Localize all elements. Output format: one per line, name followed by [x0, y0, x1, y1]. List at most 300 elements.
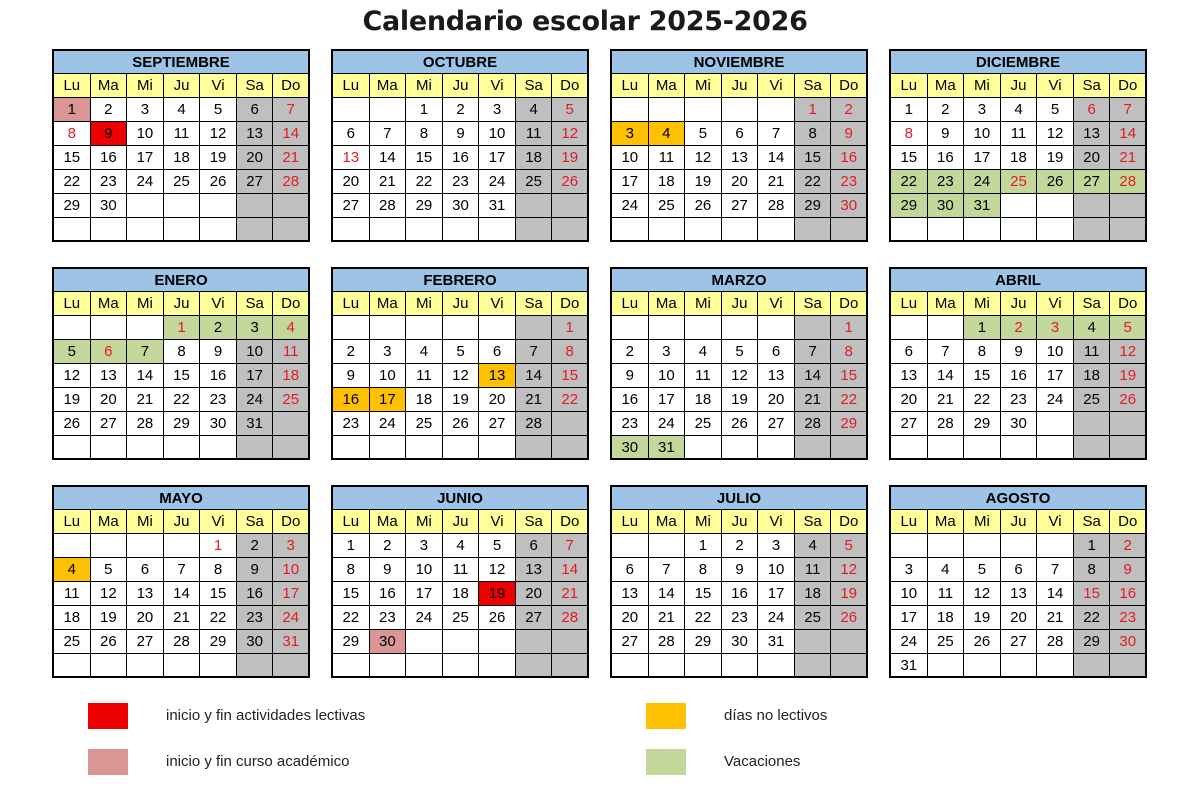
empty-cell	[722, 98, 759, 122]
day-cell: 23	[722, 606, 759, 630]
day-cell: 23	[200, 388, 237, 412]
day-cell: 7	[1110, 98, 1147, 122]
empty-cell	[685, 316, 722, 340]
empty-cell	[891, 436, 928, 460]
day-cell: 13	[516, 558, 553, 582]
empty-cell	[370, 316, 407, 340]
day-cell: 28	[1037, 630, 1074, 654]
day-cell: 27	[722, 194, 759, 218]
day-cell: 30	[612, 436, 649, 460]
day-cell: 15	[552, 364, 589, 388]
month-name: JUNIO	[333, 487, 589, 510]
day-cell: 2	[1110, 534, 1147, 558]
month-mayo	[52, 485, 310, 678]
legend-swatch-red	[88, 703, 128, 729]
weekday-header: Ma	[928, 74, 965, 98]
day-cell: 7	[370, 122, 407, 146]
day-cell: 19	[200, 146, 237, 170]
day-cell: 28	[164, 630, 201, 654]
day-cell: 5	[552, 98, 589, 122]
day-cell: 18	[54, 606, 91, 630]
empty-cell	[516, 436, 553, 460]
day-cell: 26	[479, 606, 516, 630]
day-cell: 18	[685, 388, 722, 412]
day-cell: 15	[891, 146, 928, 170]
empty-cell	[722, 316, 759, 340]
day-cell: 22	[200, 606, 237, 630]
weekday-header: Ma	[649, 74, 686, 98]
day-cell: 21	[795, 388, 832, 412]
day-cell: 19	[443, 388, 480, 412]
day-cell: 24	[891, 630, 928, 654]
day-cell: 18	[443, 582, 480, 606]
day-cell: 12	[1037, 122, 1074, 146]
day-cell: 17	[237, 364, 274, 388]
weekday-header: Mi	[406, 74, 443, 98]
day-cell: 13	[1074, 122, 1111, 146]
day-cell: 26	[685, 194, 722, 218]
day-cell: 6	[891, 340, 928, 364]
empty-cell	[406, 218, 443, 242]
day-cell: 5	[91, 558, 128, 582]
day-cell: 28	[649, 630, 686, 654]
day-cell: 7	[795, 340, 832, 364]
day-cell: 18	[795, 582, 832, 606]
day-cell: 14	[649, 582, 686, 606]
empty-cell	[273, 412, 310, 436]
month-enero	[52, 267, 310, 460]
day-cell: 17	[370, 388, 407, 412]
day-cell: 5	[54, 340, 91, 364]
empty-cell	[127, 436, 164, 460]
day-cell: 24	[127, 170, 164, 194]
day-cell: 12	[1110, 340, 1147, 364]
day-cell: 4	[928, 558, 965, 582]
month-junio	[331, 485, 589, 678]
day-cell: 23	[928, 170, 965, 194]
month-name: SEPTIEMBRE	[54, 51, 310, 74]
month-name: NOVIEMBRE	[612, 51, 868, 74]
day-cell: 1	[406, 98, 443, 122]
day-cell: 19	[552, 146, 589, 170]
weekday-header: Mi	[127, 510, 164, 534]
day-cell: 27	[333, 194, 370, 218]
empty-cell	[479, 630, 516, 654]
day-cell: 25	[54, 630, 91, 654]
day-cell: 11	[164, 122, 201, 146]
day-cell: 2	[443, 98, 480, 122]
day-cell: 2	[91, 98, 128, 122]
day-cell: 16	[1110, 582, 1147, 606]
day-cell: 15	[685, 582, 722, 606]
day-cell: 30	[722, 630, 759, 654]
day-cell: 22	[831, 388, 868, 412]
empty-cell	[1110, 654, 1147, 678]
day-cell: 11	[649, 146, 686, 170]
day-cell: 20	[612, 606, 649, 630]
day-cell: 18	[1001, 146, 1038, 170]
day-cell: 18	[928, 606, 965, 630]
day-cell: 10	[406, 558, 443, 582]
empty-cell	[273, 654, 310, 678]
weekday-header: Ma	[91, 510, 128, 534]
day-cell: 6	[612, 558, 649, 582]
day-cell: 23	[443, 170, 480, 194]
empty-cell	[1074, 654, 1111, 678]
day-cell: 13	[237, 122, 274, 146]
day-cell: 2	[333, 340, 370, 364]
empty-cell	[127, 534, 164, 558]
day-cell: 29	[54, 194, 91, 218]
day-cell: 31	[891, 654, 928, 678]
day-cell: 8	[164, 340, 201, 364]
empty-cell	[237, 194, 274, 218]
day-cell: 17	[612, 170, 649, 194]
empty-cell	[54, 654, 91, 678]
day-cell: 7	[552, 534, 589, 558]
day-cell: 20	[722, 170, 759, 194]
day-cell: 13	[891, 364, 928, 388]
weekday-header: Sa	[237, 74, 274, 98]
day-cell: 7	[649, 558, 686, 582]
month-octubre	[331, 49, 589, 242]
empty-cell	[685, 98, 722, 122]
day-cell: 27	[612, 630, 649, 654]
day-cell: 29	[964, 412, 1001, 436]
empty-cell	[964, 218, 1001, 242]
weekday-header: Ma	[928, 510, 965, 534]
empty-cell	[928, 436, 965, 460]
day-cell: 11	[1001, 122, 1038, 146]
empty-cell	[795, 316, 832, 340]
day-cell: 23	[237, 606, 274, 630]
empty-cell	[722, 654, 759, 678]
day-cell: 20	[1074, 146, 1111, 170]
month-name: FEBRERO	[333, 269, 589, 292]
day-cell: 17	[479, 146, 516, 170]
empty-cell	[612, 316, 649, 340]
day-cell: 30	[370, 630, 407, 654]
day-cell: 12	[443, 364, 480, 388]
empty-cell	[479, 218, 516, 242]
day-cell: 7	[516, 340, 553, 364]
empty-cell	[612, 98, 649, 122]
weekday-header: Do	[1110, 292, 1147, 316]
weekday-header: Do	[273, 292, 310, 316]
day-cell: 7	[273, 98, 310, 122]
day-cell: 27	[758, 412, 795, 436]
empty-cell	[516, 194, 553, 218]
weekday-header: Do	[831, 74, 868, 98]
day-cell: 23	[91, 170, 128, 194]
day-cell: 19	[722, 388, 759, 412]
day-cell: 4	[649, 122, 686, 146]
page-title: Calendario escolar 2025-2026	[362, 6, 808, 37]
day-cell: 14	[273, 122, 310, 146]
empty-cell	[164, 436, 201, 460]
day-cell: 26	[200, 170, 237, 194]
weekday-header: Vi	[200, 292, 237, 316]
empty-cell	[1037, 534, 1074, 558]
empty-cell	[479, 316, 516, 340]
empty-cell	[758, 316, 795, 340]
empty-cell	[685, 218, 722, 242]
day-cell: 17	[891, 606, 928, 630]
day-cell: 28	[552, 606, 589, 630]
day-cell: 4	[795, 534, 832, 558]
day-cell: 4	[443, 534, 480, 558]
day-cell: 2	[370, 534, 407, 558]
day-cell: 6	[1001, 558, 1038, 582]
day-cell: 4	[1074, 316, 1111, 340]
empty-cell	[552, 194, 589, 218]
weekday-header: Ma	[91, 74, 128, 98]
day-cell: 19	[54, 388, 91, 412]
day-cell: 14	[928, 364, 965, 388]
weekday-header: Sa	[795, 74, 832, 98]
day-cell: 3	[479, 98, 516, 122]
weekday-header: Do	[1110, 510, 1147, 534]
empty-cell	[685, 654, 722, 678]
day-cell: 21	[164, 606, 201, 630]
empty-cell	[333, 654, 370, 678]
day-cell: 10	[127, 122, 164, 146]
day-cell: 1	[333, 534, 370, 558]
day-cell: 29	[795, 194, 832, 218]
day-cell: 14	[370, 146, 407, 170]
day-cell: 18	[273, 364, 310, 388]
day-cell: 20	[479, 388, 516, 412]
weekday-header: Sa	[1074, 510, 1111, 534]
day-cell: 28	[273, 170, 310, 194]
day-cell: 29	[406, 194, 443, 218]
empty-cell	[406, 316, 443, 340]
day-cell: 6	[479, 340, 516, 364]
day-cell: 13	[127, 582, 164, 606]
weekday-header: Do	[552, 292, 589, 316]
day-cell: 8	[200, 558, 237, 582]
day-cell: 28	[127, 412, 164, 436]
weekday-header: Ju	[722, 74, 759, 98]
empty-cell	[370, 654, 407, 678]
empty-cell	[91, 436, 128, 460]
empty-cell	[552, 412, 589, 436]
day-cell: 26	[1037, 170, 1074, 194]
day-cell: 25	[164, 170, 201, 194]
weekday-header: Sa	[237, 510, 274, 534]
day-cell: 18	[649, 170, 686, 194]
weekday-header: Sa	[1074, 74, 1111, 98]
weekday-header: Ju	[164, 510, 201, 534]
empty-cell	[127, 316, 164, 340]
day-cell: 24	[273, 606, 310, 630]
weekday-header: Do	[831, 292, 868, 316]
empty-cell	[237, 436, 274, 460]
empty-cell	[649, 654, 686, 678]
empty-cell	[831, 436, 868, 460]
weekday-header: Vi	[479, 74, 516, 98]
day-cell: 27	[479, 412, 516, 436]
day-cell: 1	[964, 316, 1001, 340]
day-cell: 11	[443, 558, 480, 582]
day-cell: 15	[200, 582, 237, 606]
weekday-header: Sa	[1074, 292, 1111, 316]
day-cell: 14	[552, 558, 589, 582]
empty-cell	[552, 654, 589, 678]
day-cell: 17	[273, 582, 310, 606]
day-cell: 2	[237, 534, 274, 558]
day-cell: 24	[649, 412, 686, 436]
day-cell: 30	[91, 194, 128, 218]
weekday-header: Lu	[891, 74, 928, 98]
empty-cell	[164, 218, 201, 242]
empty-cell	[928, 654, 965, 678]
weekday-header: Lu	[54, 292, 91, 316]
day-cell: 6	[333, 122, 370, 146]
day-cell: 4	[54, 558, 91, 582]
day-cell: 21	[1037, 606, 1074, 630]
empty-cell	[1037, 218, 1074, 242]
day-cell: 16	[928, 146, 965, 170]
day-cell: 2	[831, 98, 868, 122]
empty-cell	[164, 534, 201, 558]
day-cell: 6	[127, 558, 164, 582]
empty-cell	[91, 316, 128, 340]
day-cell: 25	[516, 170, 553, 194]
weekday-header: Vi	[200, 74, 237, 98]
day-cell: 19	[91, 606, 128, 630]
weekday-header: Sa	[795, 510, 832, 534]
day-cell: 18	[164, 146, 201, 170]
day-cell: 10	[612, 146, 649, 170]
day-cell: 5	[200, 98, 237, 122]
day-cell: 5	[1037, 98, 1074, 122]
day-cell: 22	[406, 170, 443, 194]
day-cell: 23	[333, 412, 370, 436]
day-cell: 10	[273, 558, 310, 582]
day-cell: 3	[237, 316, 274, 340]
day-cell: 24	[758, 606, 795, 630]
empty-cell	[758, 654, 795, 678]
legend-label: inicio y fin actividades lectivas	[166, 707, 366, 724]
day-cell: 6	[758, 340, 795, 364]
weekday-header: Lu	[612, 292, 649, 316]
weekday-header: Lu	[54, 510, 91, 534]
day-cell: 6	[516, 534, 553, 558]
weekday-header: Mi	[964, 74, 1001, 98]
empty-cell	[516, 218, 553, 242]
weekday-header: Mi	[127, 292, 164, 316]
day-cell: 21	[370, 170, 407, 194]
day-cell: 10	[758, 558, 795, 582]
day-cell: 11	[685, 364, 722, 388]
day-cell: 19	[964, 606, 1001, 630]
day-cell: 13	[758, 364, 795, 388]
empty-cell	[370, 98, 407, 122]
weekday-header: Mi	[964, 510, 1001, 534]
day-cell: 20	[1001, 606, 1038, 630]
day-cell: 8	[1074, 558, 1111, 582]
day-cell: 24	[406, 606, 443, 630]
day-cell: 25	[443, 606, 480, 630]
empty-cell	[127, 194, 164, 218]
weekday-header: Lu	[333, 292, 370, 316]
empty-cell	[1001, 436, 1038, 460]
weekday-header: Ma	[91, 292, 128, 316]
day-cell: 27	[91, 412, 128, 436]
day-cell: 22	[1074, 606, 1111, 630]
day-cell: 9	[928, 122, 965, 146]
day-cell: 26	[91, 630, 128, 654]
empty-cell	[200, 218, 237, 242]
day-cell: 30	[237, 630, 274, 654]
day-cell: 18	[406, 388, 443, 412]
weekday-header: Lu	[891, 292, 928, 316]
day-cell: 21	[516, 388, 553, 412]
day-cell: 25	[685, 412, 722, 436]
day-cell: 27	[891, 412, 928, 436]
day-cell: 7	[758, 122, 795, 146]
day-cell: 9	[722, 558, 759, 582]
weekday-header: Lu	[612, 74, 649, 98]
day-cell: 24	[479, 170, 516, 194]
day-cell: 14	[516, 364, 553, 388]
day-cell: 7	[1037, 558, 1074, 582]
day-cell: 29	[1074, 630, 1111, 654]
day-cell: 8	[891, 122, 928, 146]
day-cell: 10	[479, 122, 516, 146]
day-cell: 15	[333, 582, 370, 606]
month-noviembre	[610, 49, 868, 242]
day-cell: 25	[406, 412, 443, 436]
day-cell: 25	[928, 630, 965, 654]
weekday-header: Ju	[1001, 74, 1038, 98]
day-cell: 10	[649, 364, 686, 388]
day-cell: 13	[479, 364, 516, 388]
empty-cell	[964, 654, 1001, 678]
empty-cell	[443, 218, 480, 242]
empty-cell	[1037, 654, 1074, 678]
day-cell: 9	[237, 558, 274, 582]
day-cell: 26	[1110, 388, 1147, 412]
day-cell: 23	[370, 606, 407, 630]
empty-cell	[1074, 194, 1111, 218]
day-cell: 20	[758, 388, 795, 412]
weekday-header: Ma	[649, 510, 686, 534]
empty-cell	[54, 218, 91, 242]
day-cell: 20	[333, 170, 370, 194]
day-cell: 15	[54, 146, 91, 170]
day-cell: 27	[127, 630, 164, 654]
empty-cell	[406, 654, 443, 678]
day-cell: 15	[831, 364, 868, 388]
weekday-header: Sa	[516, 292, 553, 316]
day-cell: 8	[333, 558, 370, 582]
legend-swatch-pink	[88, 749, 128, 775]
day-cell: 10	[237, 340, 274, 364]
day-cell: 13	[333, 146, 370, 170]
day-cell: 21	[649, 606, 686, 630]
day-cell: 1	[891, 98, 928, 122]
day-cell: 10	[891, 582, 928, 606]
weekday-header: Vi	[758, 510, 795, 534]
day-cell: 24	[1037, 388, 1074, 412]
day-cell: 9	[91, 122, 128, 146]
day-cell: 30	[831, 194, 868, 218]
empty-cell	[333, 218, 370, 242]
day-cell: 1	[200, 534, 237, 558]
day-cell: 31	[479, 194, 516, 218]
